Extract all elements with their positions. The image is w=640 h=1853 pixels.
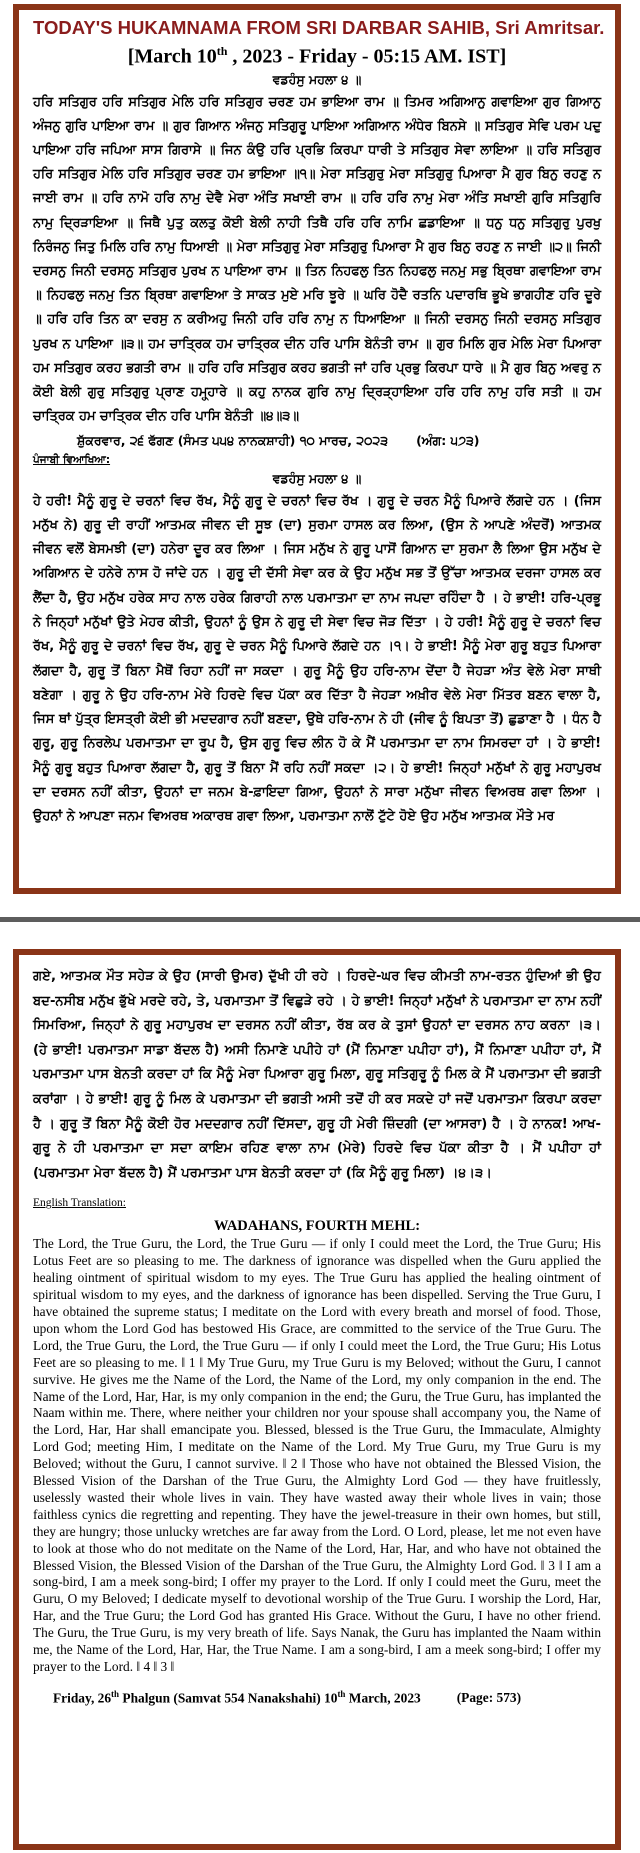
date-rest: , 2023 - Friday - 05:15 AM. IST]	[227, 45, 507, 68]
footer-day-sup: th	[111, 1688, 120, 1699]
footer-middle-sup: th	[337, 1688, 346, 1699]
punjabi-text-part2: ਗਏ, ਆਤਮਕ ਮੌਤ ਸਹੇੜ ਕੇ ਉਹ (ਸਾਰੀ ਉਮਰ) ਦੁੱਖੀ ਹੀ ਰਹੇ । ਹਿਰਦੇ-ਘਰ ਵਿਚ ਕੀਮਤੀ ਨਾਮ-ਰਤਨ ਹੁੰਦਿਆਂ ਭੀ ਉਹ ਬਦ-ਨਸੀਬ ਮਨੁੱਖ ਭੁੱਖੇ ਮਰਦੇ ਰਹੇ, ਤੇ, ਪਰਮਾਤਮਾ ਤੋਂ ਵਿਛੁੜੇ ਰਹੇ । ਹੇ ਭਾਈ! ਜਿਨ੍ਹਾਂ ਮਨੁੱਖਾਂ ਨੇ ਪਰਮਾਤਮਾ ਦਾ ਨਾਮ ਨਹੀਂ ਸਿਮਰਿਆ, ਜਿਨ੍ਹਾਂ ਨੇ ਗੁਰੂ ਮਹਾਪੁਰਖ ਦਾ ਦਰਸਨ ਨਹੀਂ ਕੀਤਾ, ਰੱਬ ਕਰ ਕੇ ਤੁਸਾਂ ਉਹਨਾਂ ਦਾ ਦਰਸਨ ਨਾਹ ਕਰਨਾ ।੩। (ਹੇ ਭਾਈ! ਪਰਮਾਤਮਾ ਸਾਡਾ ਬੱਦਲ ਹੈ) ਅਸੀ ਨਿਮਾਣੇ ਪਪੀਹੇ ਹਾਂ (ਮੈਂ ਨਿਮਾਣਾ ਪਪੀਹਾ ਹਾਂ), ਮੈਂ ਨਿਮਾਣਾ ਪਪੀਹਾ ਹਾਂ, ਮੈਂ ਪਰਮਾਤਮਾ ਪਾਸ ਬੇਨਤੀ ਕਰਦਾ ਹਾਂ ਕਿ ਮੈਨੂੰ ਮੇਰਾ ਪਿਆਰਾ ਗੁਰੂ ਮਿਲਾ, ਗੁਰੂ ਸਤਿਗੁਰੂ ਨੂੰ ਮਿਲ ਕੇ ਮੈਂ ਪਰਮਾਤਮਾ ਦੀ ਭਗਤੀ ਕਰਾਂਗਾ । ਹੇ ਭਾਈ! ਗੁਰੂ ਨੂੰ ਮਿਲ ਕੇ ਪਰਮਾਤਮਾ ਦੀ ਭਗਤੀ ਅਸੀ ਤਦੋਂ ਹੀ ਕਰ ਸਕਦੇ ਹਾਂ ਜਦੋਂ ਪਰਮਾਤਮਾ ਕਿਰਪਾ ਕਰਦਾ ਹੈ । ਗੁਰੂ ਤੋਂ ਬਿਨਾ ਮੈਨੂੰ ਕੋਈ ਹੋਰ ਮਦਦਗਾਰ ਨਹੀਂ ਦਿੱਸਦਾ, ਗੁਰੂ ਹੀ ਮੇਰੀ ਜ਼ਿੰਦਗੀ (ਦਾ ਆਸਰਾ) ਹੈ । ਹੇ ਨਾਨਕ! ਆਖ-ਗੁਰੂ ਨੇ ਹੀ ਪਰਮਾਤਮਾ ਦਾ ਸਦਾ ਕਾਇਮ ਰਹਿਣ ਵਾਲਾ ਨਾਮ (ਮੇਰੇ) ਹਿਰਦੇ ਵਿਚ ਪੱਕਾ ਕੀਤਾ ਹੈ । ਮੈਂ ਪਪੀਹਾ ਹਾਂ (ਪਰਮਾਤਮਾ ਮੇਰਾ ਬੱਦਲ ਹੈ) ਮੈਂ ਪਰਮਾਤਮਾ ਪਾਸ ਬੇਨਤੀ ਕਰਦਾ ਹਾਂ (ਕਿ ਮੈਨੂੰ ਗੁਰੂ ਮਿਲਾ) ।੪।੩।	[33, 969, 601, 1181]
footer-page: (Page: 573)	[456, 1690, 522, 1706]
english-label: English Translation:	[33, 1197, 126, 1210]
date-sup: th	[216, 44, 228, 58]
page-separator	[0, 917, 640, 922]
date-line	[33, 39, 601, 69]
english-text: The Lord, the True Guru, the Lord, the True Guru — if only I could meet the Lord, the True Guru; His Lotus Feet are so pleasing to me. The darkness of ignorance was dispelled when the Guru applied the healing ointment of spiritual wisdom to my eyes. The True Guru has applied the healing ointment of spiritual wisdom to my eyes, and the darkness of ignorance has been dispelled. Serving the True Guru, I have obtained the supreme status; I meditate on the Lord with every breath and morsel of food. Those, upon whom the Lord God has bestowed His Grace, are committed to the service of the True Guru. The Lord, the True Guru, the Lord, the True Guru — if only I could meet the Lord, the True Guru; His Lotus Feet are so pleasing to me. ‖ 1 ‖ My True Guru, my True Guru is my Beloved; without the Guru, I cannot survive. He gives me the Name of the Lord, the Name of the Lord, my only companion in the end. The Name of the Lord, Har, Har, is my only companion in the end; the Guru, the True Guru, has implanted the Naam within me. There, where neither your children nor your spouse shall accompany you, the Name of the Lord, Har, Har shall emancipate you. Blessed, blessed is the True Guru, the Immaculate, Almighty Lord God; meeting Him, I meditate on the Name of the Lord. My True Guru, my True Guru is my Beloved; without the Guru, I cannot survive. ‖ 2 ‖ Those who have not obtained the Blessed Vision, the Blessed Vision of the Darshan of the True Guru, the Almighty Lord God — they have fruitlessly, uselessly wasted their whole lives in vain. They have wasted away their whole lives in vain; those faithless cynics die regretting and repenting. They have the jewel-treasure in their own homes, but still, they are hungry; those unlucky wretches are far away from the Lord. O Lord, please, let me not even have to look at those who do not meditate on the Name of the Lord, Har, Har, and who have not obtained the Blessed Vision, the Blessed Vision of the Darshan of the True Guru, the Almighty Lord God. ‖ 3 ‖ I am a song-bird, I am a meek song-bird; I offer my prayer to the Lord. If only I could meet the Guru, meet the Guru, O my Beloved; I dedicate myself to devotional worship of the True Guru. I worship the Lord, Har, Har, and the True Guru; the Lord God has granted His Grace. Without the Guru, I have no other friend. The Guru, the True Guru, is my very breath of life. Says Nanak, the Guru has implanted the Naam within me, the Name of the Lord, Har, Har, the True Name. I am a song-bird, I am a meek song-bird; I offer my prayer to the Lord. ‖ 4 ‖ 3 ‖	[33, 1236, 601, 1674]
date-open: [March 10	[127, 45, 217, 68]
hukamnama-card-top	[13, 4, 621, 894]
gurbani-heading: ਵਡਹੰਸੁ ਮਹਲਾ ੪ ॥	[272, 71, 362, 87]
footer-middle: Phalgun (Samvat 554 Nanakshahi) 10	[119, 1690, 338, 1706]
hukamnama-card-bottom	[13, 949, 621, 1850]
english-heading: WADAHANS, FOURTH MEHL:	[213, 1218, 421, 1235]
punjabi-heading: ਵਡਹੰਸੁ ਮਹਲਾ ੪ ॥	[272, 470, 362, 486]
footer-end: March, 2023	[345, 1690, 421, 1706]
punjabi-date: ਸ਼ੁੱਕਰਵਾਰ, ੨੬ ਫੱਗਣ (ਸੰਮਤ ੫੫੪ ਨਾਨਕਸ਼ਾਹੀ) ੧੦ ਮਾਰਚ, ੨੦੨੩	[77, 432, 389, 448]
punjabi-label: ਪੰਜਾਬੀ ਵਿਆਖਿਆ:	[33, 453, 111, 466]
meta-line	[33, 430, 601, 452]
ang-number: (ਅੰਗ: ੫੭੩)	[416, 432, 480, 448]
page-title: TODAY'S HUKAMNAMA FROM SRI DARBAR SAHIB, Sri Amritsar.	[33, 17, 605, 38]
gurbani-text: ਹਰਿ ਸਤਿਗੁਰ ਹਰਿ ਸਤਿਗੁਰ ਮੇਲਿ ਹਰਿ ਸਤਿਗੁਰ ਚਰਣ ਹਮ ਭਾਇਆ ਰਾਮ ॥ ਤਿਮਰ ਅਗਿਆਨੁ ਗਵਾਇਆ ਗੁਰ ਗਿਆਨੁ ਅੰਜਨੁ ਗੁਰਿ ਪਾਇਆ ਰਾਮ ॥ ਗੁਰ ਗਿਆਨ ਅੰਜਨੁ ਸਤਿਗੁਰੂ ਪਾਇਆ ਅਗਿਆਨ ਅੰਧੇਰ ਬਿਨਸੇ ॥ ਸਤਿਗੁਰ ਸੇਵਿ ਪਰਮ ਪਦੁ ਪਾਇਆ ਹਰਿ ਜਪਿਆ ਸਾਸ ਗਿਰਾਸੇ ॥ ਜਿਨ ਕੰਉ ਹਰਿ ਪ੍ਰਭਿ ਕਿਰਪਾ ਧਾਰੀ ਤੇ ਸਤਿਗੁਰ ਸੇਵਾ ਲਾਇਆ ॥ ਹਰਿ ਸਤਿਗੁਰ ਹਰਿ ਸਤਿਗੁਰ ਮੇਲਿ ਹਰਿ ਸਤਿਗੁਰ ਚਰਣ ਹਮ ਭਾਇਆ ॥੧॥ ਮੇਰਾ ਸਤਿਗੁਰੁ ਮੇਰਾ ਸਤਿਗੁਰੁ ਪਿਆਰਾ ਮੈ ਗੁਰ ਬਿਨੁ ਰਹਣੁ ਨ ਜਾਈ ਰਾਮ ॥ ਹਰਿ ਨਾਮੋ ਹਰਿ ਨਾਮੁ ਦੇਵੈ ਮੇਰਾ ਅੰਤਿ ਸਖਾਈ ਰਾਮ ॥ ਹਰਿ ਹਰਿ ਨਾਮੁ ਮੇਰਾ ਅੰਤਿ ਸਖਾਈ ਗੁਰਿ ਸਤਿਗੁਰਿ ਨਾਮੁ ਦ੍ਰਿੜਾਇਆ ॥ ਜਿਥੈ ਪੁਤੁ ਕਲਤੁ ਕੋਈ ਬੇਲੀ ਨਾਹੀ ਤਿਥੈ ਹਰਿ ਹਰਿ ਨਾਮਿ ਛਡਾਇਆ ॥ ਧਨੁ ਧਨੁ ਸਤਿਗੁਰੁ ਪੁਰਖੁ ਨਿਰੰਜਨੁ ਜਿਤੁ ਮਿਲਿ ਹਰਿ ਨਾਮੁ ਧਿਆਈ ॥ ਮੇਰਾ ਸਤਿਗੁਰੁ ਮੇਰਾ ਸਤਿਗੁਰੁ ਪਿਆਰਾ ਮੈ ਗੁਰ ਬਿਨੁ ਰਹਣੁ ਨ ਜਾਈ ॥੨॥ ਜਿਨੀ ਦਰਸਨੁ ਜਿਨੀ ਦਰਸਨੁ ਸਤਿਗੁਰ ਪੁਰਖ ਨ ਪਾਇਆ ਰਾਮ ॥ ਤਿਨ ਨਿਹਫਲੁ ਤਿਨ ਨਿਹਫਲੁ ਜਨਮੁ ਸਭੁ ਬ੍ਰਿਥਾ ਗਵਾਇਆ ਰਾਮ ॥ ਨਿਹਫਲੁ ਜਨਮੁ ਤਿਨ ਬ੍ਰਿਥਾ ਗਵਾਇਆ ਤੇ ਸਾਕਤ ਮੁਏ ਮਰਿ ਝੂਰੇ ॥ ਘਰਿ ਹੋਦੈ ਰਤਨਿ ਪਦਾਰਥਿ ਭੂਖੇ ਭਾਗਹੀਣ ਹਰਿ ਦੂਰੇ ॥ ਹਰਿ ਹਰਿ ਤਿਨ ਕਾ ਦਰਸੁ ਨ ਕਰੀਅਹੁ ਜਿਨੀ ਹਰਿ ਹਰਿ ਨਾਮੁ ਨ ਧਿਆਇਆ ॥ ਜਿਨੀ ਦਰਸਨੁ ਜਿਨੀ ਦਰਸਨੁ ਸਤਿਗੁਰ ਪੁਰਖ ਨ ਪਾਇਆ ॥੩॥ ਹਮ ਚਾਤ੍ਰਿਕ ਹਮ ਚਾਤ੍ਰਿਕ ਦੀਨ ਹਰਿ ਪਾਸਿ ਬੇਨੰਤੀ ਰਾਮ ॥ ਗੁਰ ਮਿਲਿ ਗੁਰ ਮੇਲਿ ਮੇਰਾ ਪਿਆਰਾ ਹਮ ਸਤਿਗੁਰ ਕਰਹ ਭਗਤੀ ਰਾਮ ॥ ਹਰਿ ਹਰਿ ਸਤਿਗੁਰ ਕਰਹ ਭਗਤੀ ਜਾਂ ਹਰਿ ਪ੍ਰਭੁ ਕਿਰਪਾ ਧਾਰੇ ॥ ਮੈ ਗੁਰ ਬਿਨੁ ਅਵਰੁ ਨ ਕੋਈ ਬੇਲੀ ਗੁਰੁ ਸਤਿਗੁਰੁ ਪ੍ਰਾਣ ਹਮ੍ਹ੍ਹਾਰੇ ॥ ਕਹੁ ਨਾਨਕ ਗੁਰਿ ਨਾਮੁ ਦ੍ਰਿੜ੍ਹਾਇਆ ਹਰਿ ਹਰਿ ਨਾਮੁ ਹਰਿ ਸਤੀ ॥ ਹਮ ਚਾਤ੍ਰਿਕ ਹਮ ਚਾਤ੍ਰਿਕ ਦੀਨ ਹਰਿ ਪਾਸਿ ਬੇਨੰਤੀ ॥੪॥੩॥	[33, 94, 601, 425]
footer-day: Friday, 26	[53, 1690, 112, 1706]
footer-line	[33, 1684, 601, 1708]
punjabi-text-part1: ਹੇ ਹਰੀ! ਮੈਨੂੰ ਗੁਰੂ ਦੇ ਚਰਨਾਂ ਵਿਚ ਰੱਖ, ਮੈਨੂੰ ਗੁਰੂ ਦੇ ਚਰਨਾਂ ਵਿਚ ਰੱਖ । ਗੁਰੂ ਦੇ ਚਰਨ ਮੈਨੂੰ ਪਿਆਰੇ ਲੱਗਦੇ ਹਨ । (ਜਿਸ ਮਨੁੱਖ ਨੇ) ਗੁਰੂ ਦੀ ਰਾਹੀਂ ਆਤਮਕ ਜੀਵਨ ਦੀ ਸੂਝ (ਦਾ) ਸੁਰਮਾ ਹਾਸਲ ਕਰ ਲਿਆ, (ਉਸ ਨੇ ਆਪਣੇ ਅੰਦਰੋਂ) ਆਤਮਕ ਜੀਵਨ ਵਲੋਂ ਬੇਸਮਝੀ (ਦਾ) ਹਨੇਰਾ ਦੂਰ ਕਰ ਲਿਆ । ਜਿਸ ਮਨੁੱਖ ਨੇ ਗੁਰੂ ਪਾਸੋਂ ਗਿਆਨ ਦਾ ਸੁਰਮਾ ਲੈ ਲਿਆ ਉਸ ਮਨੁੱਖ ਦੇ ਅਗਿਆਨ ਦੇ ਹਨੇਰੇ ਨਾਸ ਹੋ ਜਾਂਦੇ ਹਨ । ਗੁਰੂ ਦੀ ਦੱਸੀ ਸੇਵਾ ਕਰ ਕੇ ਉਹ ਮਨੁੱਖ ਸਭ ਤੋਂ ਉੱਚਾ ਆਤਮਕ ਦਰਜਾ ਹਾਸਲ ਕਰ ਲੈਂਦਾ ਹੈ, ਉਹ ਮਨੁੱਖ ਹਰੇਕ ਸਾਹ ਨਾਲ ਹਰੇਕ ਗਿਰਾਹੀ ਨਾਲ ਪਰਮਾਤਮਾ ਦਾ ਨਾਮ ਜਪਦਾ ਰਹਿੰਦਾ ਹੈ । ਹੇ ਭਾਈ! ਹਰਿ-ਪ੍ਰਭੂ ਨੇ ਜਿਨ੍ਹਾਂ ਮਨੁੱਖਾਂ ਉਤੇ ਮੇਹਰ ਕੀਤੀ, ਉਹਨਾਂ ਨੂੰ ਉਸ ਨੇ ਗੁਰੂ ਦੀ ਸੇਵਾ ਵਿਚ ਜੋੜ ਦਿੱਤਾ । ਹੇ ਹਰੀ! ਮੈਨੂੰ ਗੁਰੂ ਦੇ ਚਰਨਾਂ ਵਿਚ ਰੱਖ, ਮੈਨੂੰ ਗੁਰੂ ਦੇ ਚਰਨਾਂ ਵਿਚ ਰੱਖ, ਗੁਰੂ ਦੇ ਚਰਨ ਮੈਨੂੰ ਪਿਆਰੇ ਲੱਗਦੇ ਹਨ ।੧। ਹੇ ਭਾਈ! ਮੈਨੂੰ ਮੇਰਾ ਗੁਰੂ ਬਹੁਤ ਪਿਆਰਾ ਲੱਗਦਾ ਹੈ, ਗੁਰੂ ਤੋਂ ਬਿਨਾ ਮੈਥੋਂ ਰਿਹਾ ਨਹੀਂ ਜਾ ਸਕਦਾ । ਗੁਰੂ ਮੈਨੂੰ ਉਹ ਹਰਿ-ਨਾਮ ਦੇਂਦਾ ਹੈ ਜੇਹੜਾ ਅੰਤ ਵੇਲੇ ਮੇਰਾ ਸਾਥੀ ਬਣੇਗਾ । ਗੁਰੂ ਨੇ ਉਹ ਹਰਿ-ਨਾਮ ਮੇਰੇ ਹਿਰਦੇ ਵਿਚ ਪੱਕਾ ਕਰ ਦਿੱਤਾ ਹੈ ਜੇਹੜਾ ਅਖ਼ੀਰ ਵੇਲੇ ਮੇਰਾ ਮਿੱਤਰ ਬਣਨ ਵਾਲਾ ਹੈ, ਜਿਸ ਥਾਂ ਪੁੱਤ੍ਰ ਇਸਤ੍ਰੀ ਕੋਈ ਭੀ ਮਦਦਗਾਰ ਨਹੀਂ ਬਣਦਾ, ਉਥੇ ਹਰਿ-ਨਾਮ ਨੇ ਹੀ (ਜੀਵ ਨੂੰ ਬਿਪਤਾ ਤੋਂ) ਛੁਡਾਣਾ ਹੈ । ਧੰਨ ਹੈ ਗੁਰੂ, ਗੁਰੂ ਨਿਰਲੇਪ ਪਰਮਾਤਮਾ ਦਾ ਰੂਪ ਹੈ, ਉਸ ਗੁਰੂ ਵਿਚ ਲੀਨ ਹੋ ਕੇ ਮੈਂ ਪਰਮਾਤਮਾ ਦਾ ਨਾਮ ਸਿਮਰਦਾ ਹਾਂ । ਹੇ ਭਾਈ! ਮੈਨੂੰ ਗੁਰੂ ਬਹੁਤ ਪਿਆਰਾ ਲੱਗਦਾ ਹੈ, ਗੁਰੂ ਤੋਂ ਬਿਨਾ ਮੈਂ ਰਹਿ ਨਹੀਂ ਸਕਦਾ ।੨। ਹੇ ਭਾਈ! ਜਿਨ੍ਹਾਂ ਮਨੁੱਖਾਂ ਨੇ ਗੁਰੂ ਮਹਾਪੁਰਖ ਦਾ ਦਰਸਨ ਨਹੀਂ ਕੀਤਾ, ਉਹਨਾਂ ਦਾ ਜਨਮ ਬੇ-ਫ਼ਾਇਦਾ ਗਿਆ, ਉਹਨਾਂ ਨੇ ਸਾਰਾ ਮਨੁੱਖਾ ਜੀਵਨ ਵਿਅਰਥ ਗਵਾ ਲਿਆ । ਉਹਨਾਂ ਨੇ ਆਪਣਾ ਜਨਮ ਵਿਅਰਥ ਅਕਾਰਥ ਗਵਾ ਲਿਆ, ਪਰਮਾਤਮਾ ਨਾਲੋਂ ਟੁੱਟੇ ਹੋਏ ਉਹ ਮਨੁੱਖ ਆਤਮਕ ਮੌਤੇ ਮਰ	[33, 493, 601, 825]
